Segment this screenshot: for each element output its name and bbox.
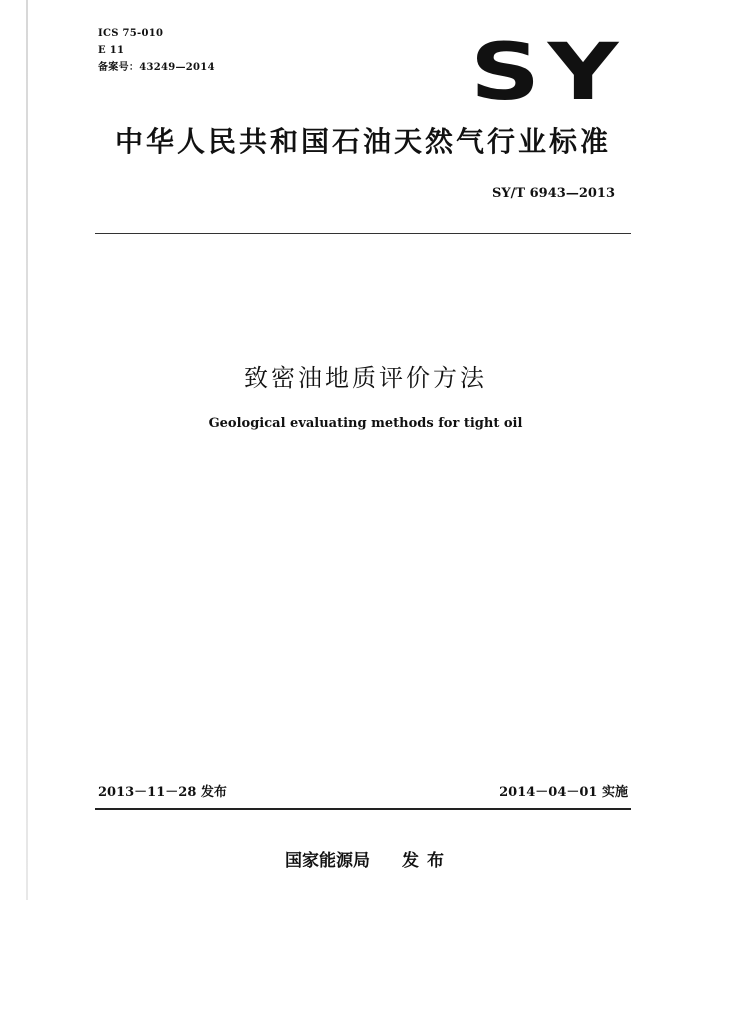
- top-divider: [95, 233, 631, 234]
- header-metadata: [98, 25, 215, 76]
- standard-code: SY/T 6943—2013: [492, 186, 615, 201]
- filing-number: 备案号：43249—2014: [98, 62, 215, 73]
- sy-logo: SY: [470, 28, 626, 118]
- organization-title: 中华人民共和国石油天然气行业标准: [115, 125, 612, 158]
- issuer-name: 国家能源局: [285, 851, 370, 871]
- effective-date: 2014－04－01 实施: [499, 785, 628, 800]
- classification-code: E 11: [98, 45, 125, 56]
- document-title-cn: 致密油地质评价方法: [244, 364, 487, 392]
- issue-date: 2013－11－28 发布: [98, 785, 227, 800]
- bottom-divider: [95, 808, 631, 810]
- ics-code: ICS 75-010: [98, 28, 164, 39]
- issuer-action: 发布: [402, 851, 452, 871]
- scan-edge-shadow: [26, 0, 28, 900]
- document-title-en: Geological evaluating methods for tight oil: [208, 416, 523, 431]
